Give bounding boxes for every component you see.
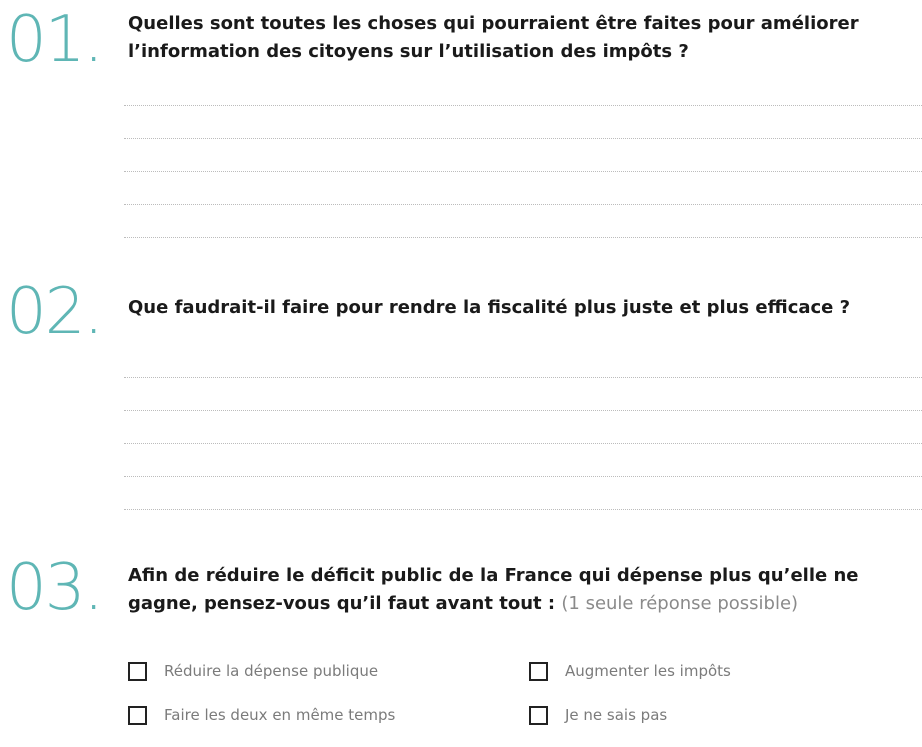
question-3-text: Afin de réduire le déficit public de la France qui dépense plus qu’elle ne gagne, pensez-vous qu’il faut avant tout :	[128, 565, 859, 614]
question-1-text: Quelles sont toutes les choses qui pourraient être faites pour améliorer l’information des citoyens sur l’utilisation des impôts ?	[128, 13, 859, 62]
answer-line[interactable]	[124, 171, 922, 172]
checkbox[interactable]	[529, 706, 548, 725]
answer-line[interactable]	[124, 476, 922, 477]
answer-line[interactable]	[124, 410, 922, 411]
answer-line[interactable]	[124, 237, 922, 238]
checkbox[interactable]	[128, 706, 147, 725]
answer-line[interactable]	[124, 105, 922, 106]
question-1-number: 01.	[6, 3, 102, 77]
question-3-note: (1 seule réponse possible)	[561, 593, 799, 614]
answer-line[interactable]	[124, 377, 922, 378]
checkbox[interactable]	[128, 662, 147, 681]
option-reduce-spending[interactable]	[128, 660, 378, 682]
option-label: Faire les deux en même temps	[164, 706, 396, 724]
option-dont-know[interactable]	[529, 704, 667, 726]
answer-line[interactable]	[124, 204, 922, 205]
option-label: Je ne sais pas	[565, 706, 668, 724]
option-both[interactable]	[128, 704, 395, 726]
answer-line[interactable]	[124, 509, 922, 510]
question-3-text-block	[128, 562, 908, 618]
checkbox[interactable]	[529, 662, 548, 681]
option-raise-taxes[interactable]	[529, 660, 731, 682]
question-2-number: 02.	[6, 275, 102, 349]
question-2-text: Que faudrait-il faire pour rendre la fiscalité plus juste et plus efficace ?	[128, 297, 851, 318]
option-label: Augmenter les impôts	[565, 662, 731, 680]
answer-line[interactable]	[124, 443, 922, 444]
question-3-number: 03.	[6, 551, 102, 625]
option-label: Réduire la dépense publique	[164, 662, 379, 680]
answer-line[interactable]	[124, 138, 922, 139]
